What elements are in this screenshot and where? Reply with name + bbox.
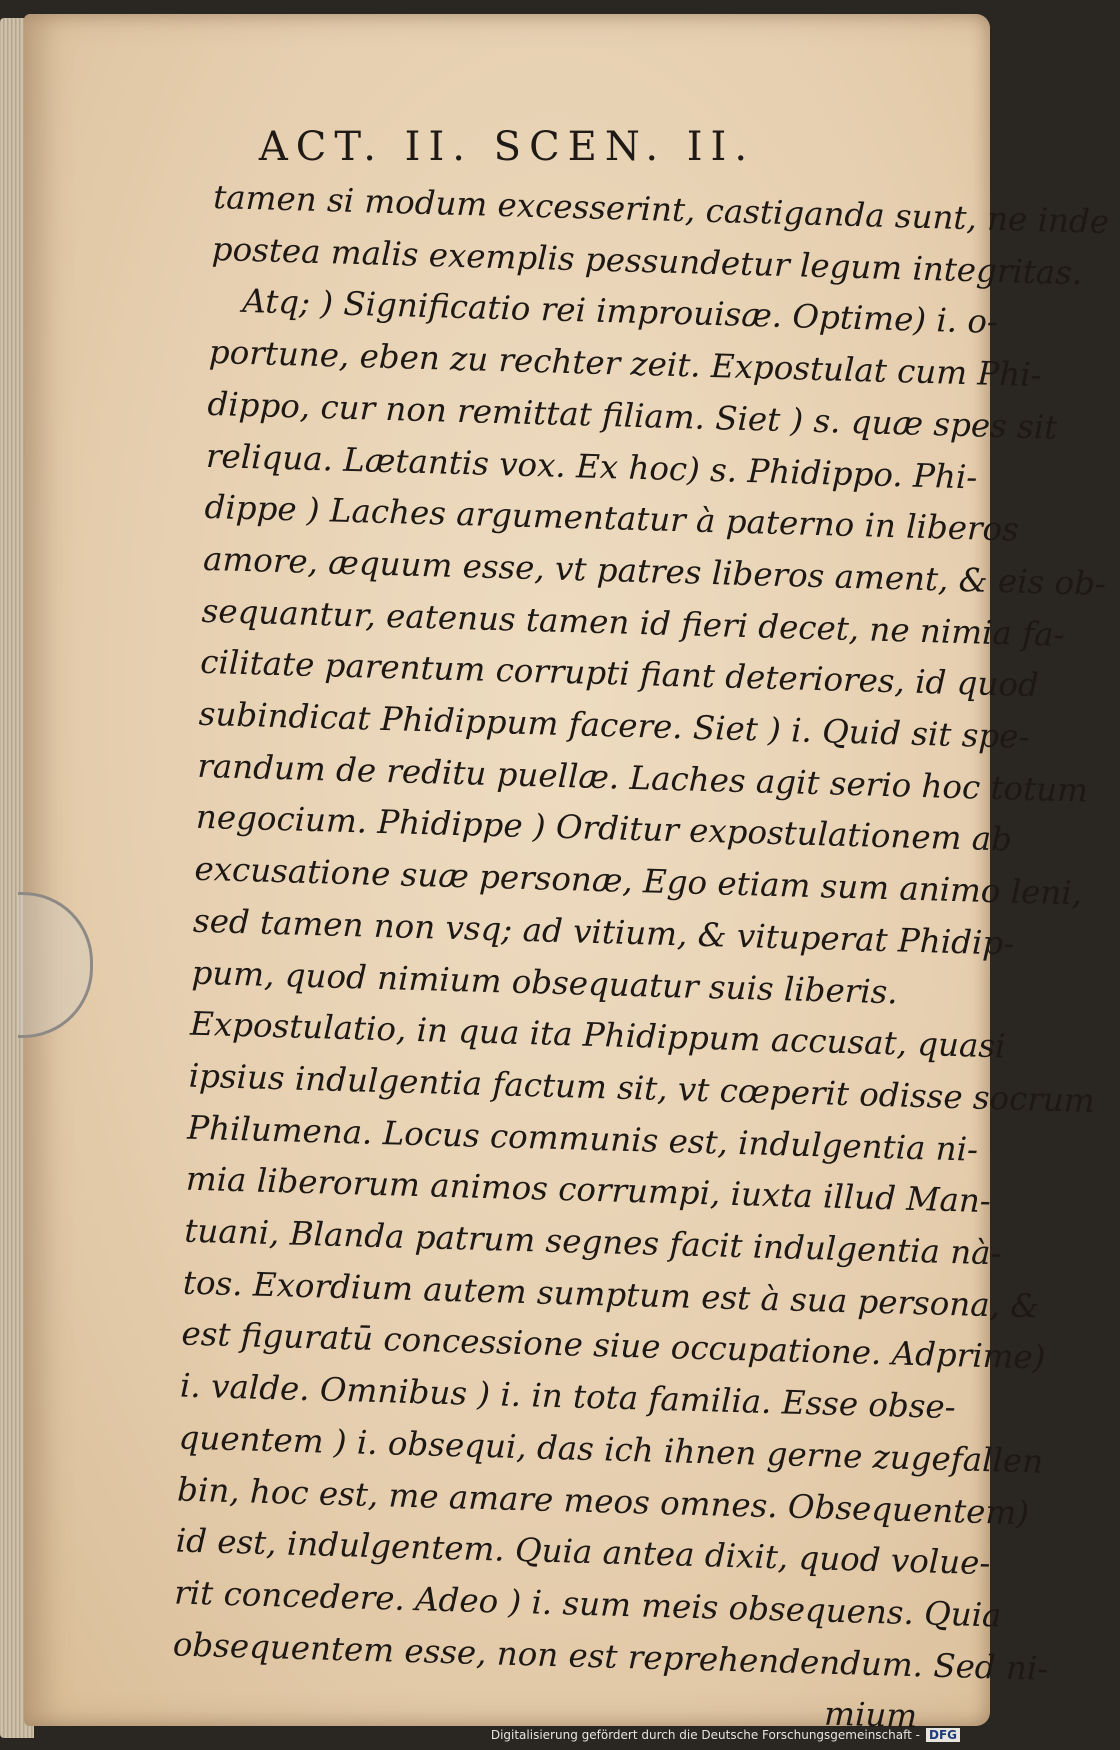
text-line: tamen si modum excesserint, castiganda sunt, ne inde [212,177,1110,242]
text-line: ipsius indulgentia factum sit, vt cœperit odisse socrum [188,1056,1096,1120]
text-line: Atq; ) Significatio rei improuisæ. Optime) i. o- [241,282,999,342]
credit-text: Digitalisierung gefördert durch die Deutsche Forschungsgemeinschaft - [490,1728,920,1742]
text-line: Philumena. Locus communis est, indulgentia ni- [186,1108,979,1169]
text-line: postea malis exemplis pessundetur legum integritas. [211,229,1083,292]
catchword: mium [823,1695,918,1736]
text-line: reliqua. Lætantis vox. Ex hoc) s. Phidippo. Phi- [205,436,978,496]
text-line: obsequentem esse, non est reprehendendum. Sed ni- [172,1625,1049,1688]
text-line: portune, eben zu rechter zeit. Expostulat cum Phi- [208,333,1043,395]
text-line: subindicat Phidippum facere. Siet ) i. Quid sit spe- [198,694,1030,757]
text-line: tuani, Blanda patrum segnes facit indulgentia nà- [183,1211,1003,1273]
running-head: ACT. II. SCEN. II. [258,124,756,170]
text-line: dippe ) Laches argumentatur à paterno in liberos [204,488,1020,549]
text-line: bin, hoc est, me amare meos omnes. Obsequentem) [176,1470,1030,1532]
text-line: quentem ) i. obsequi, das ich ihnen gerne zugefallen [178,1418,1044,1481]
text-line: amore, æquum esse, vt patres liberos ament, & eis ob- [202,539,1107,603]
text-line: rit concedere. Adeo ) i. sum meis obsequens. Quia [173,1573,1003,1635]
text-line: dippo, cur non remittat filiam. Siet ) s. quæ spes sit [206,384,1058,447]
text-line: tos. Exordium autem sumptum est à sua persona, & [182,1263,1040,1326]
text-line: i. valde. Omnibus ) i. in tota familia. Esse obse- [179,1366,957,1427]
text-line: Expostulatio, in qua ita Phidippum accusat, quasi [189,1004,1006,1066]
text-line: pum, quod nimium obsequatur suis liberis. [191,953,899,1011]
text-line: excusatione suæ personæ, Ego etiam sum animo leni, [194,849,1083,913]
text-line: sed tamen non vsq; ad vitium, & vituperat Phidip- [192,901,1015,963]
text-line: id est, indulgentem. Quia antea dixit, quod volue- [175,1521,991,1583]
text-line: est figuratū concessione siue occupatione. Adprime) [181,1315,1046,1378]
text-line: negocium. Phidippe ) Orditur expostulationem ab [195,798,1013,859]
digitization-credit [491,1728,960,1742]
body-text [171,172,1110,1744]
text-line: randum de reditu puellæ. Laches agit serio hoc totum [196,746,1089,810]
text-line: mia liberorum animos corrumpi, iuxta illud Man- [185,1159,992,1221]
text-line: cilitate parentum corrupti fiant deteriores, id quod [199,643,1040,705]
thumb-shadow [18,892,93,1038]
text-line: sequantur, eatenus tamen id fieri decet, ne nimia fa- [201,591,1066,654]
dfg-logo: DFG [926,1728,960,1742]
